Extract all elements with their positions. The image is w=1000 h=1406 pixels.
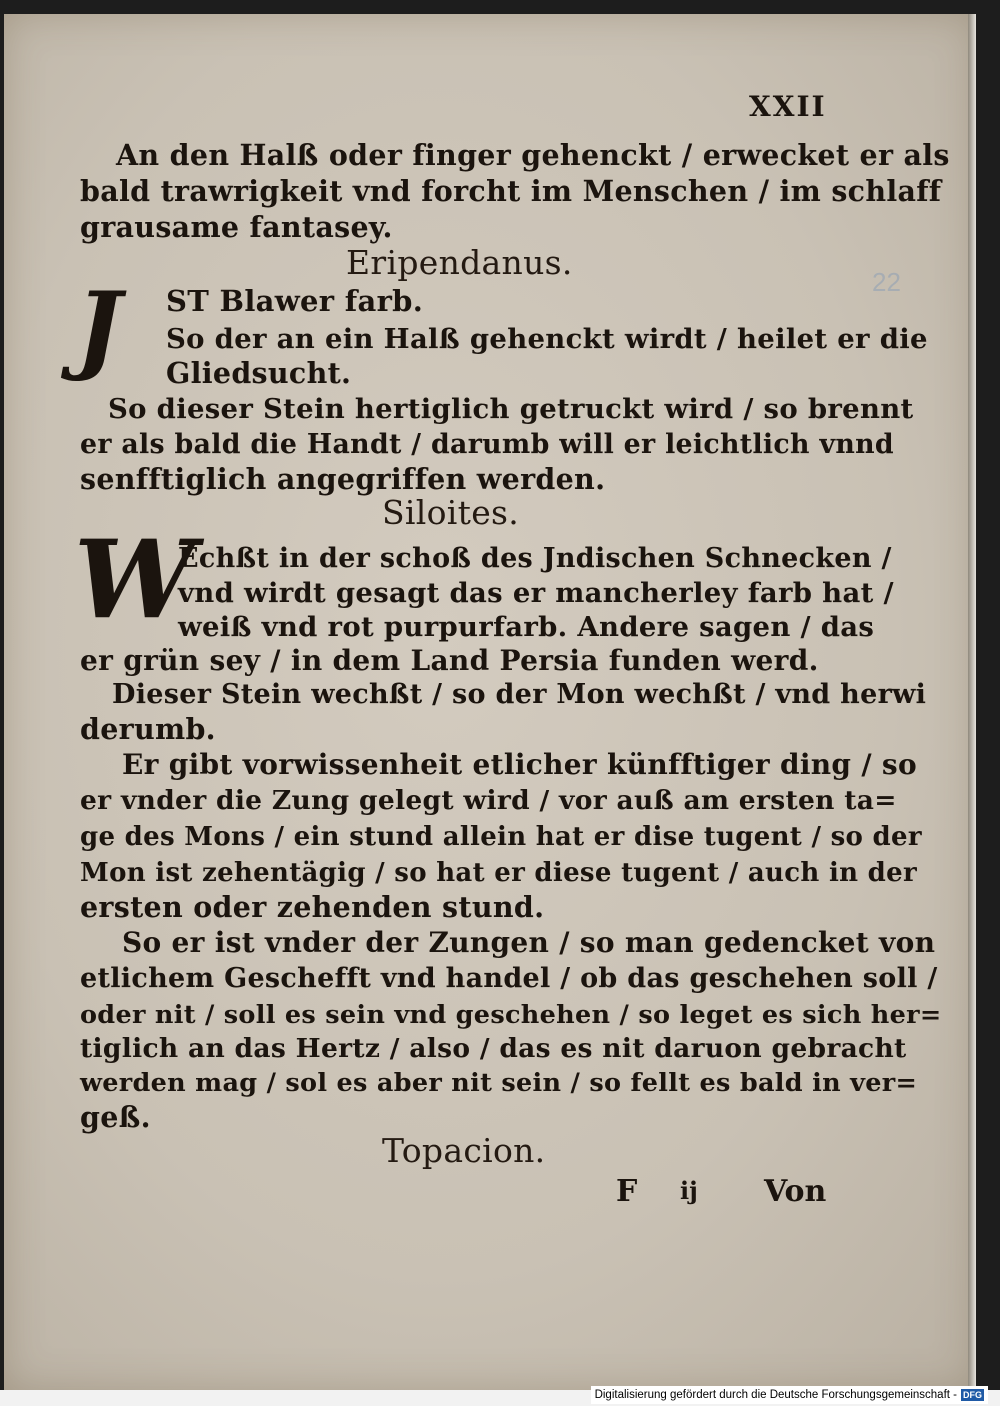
section-heading: Siloites.: [382, 493, 520, 532]
text-line: er vnder die Zung gelegt wird / vor auß am ersten ta=: [80, 785, 897, 816]
text-line: grausame fantasey.: [80, 210, 393, 244]
pencil-page-mark: 22: [872, 267, 901, 297]
text-line: ST Blawer farb.: [166, 284, 424, 318]
signature-mark: F: [616, 1174, 638, 1209]
text-line: bald trawrigkeit vnd forcht im Menschen / im schlaff: [80, 174, 942, 208]
text-line: ge des Mons / ein stund allein hat er dise tugent / so der: [80, 822, 922, 852]
text-line: oder nit / soll es sein vnd geschehen / so leget es sich her=: [80, 1000, 942, 1030]
section-heading: Topacion.: [382, 1131, 546, 1170]
text-line: vnd wirdt gesagt das er mancherley farb hat /: [178, 577, 894, 609]
text-line: An den Halß oder finger gehenckt / erwecket er als: [116, 138, 950, 172]
text-line: etlichem Geschefft vnd handel / ob das geschehen soll /: [80, 963, 938, 994]
text-line: Gliedsucht.: [166, 356, 352, 390]
text-line: er als bald die Handt / darumb will er leichtlich vnnd: [80, 429, 894, 460]
text-line: werden mag / sol es aber nit sein / so fellt es bald in ver=: [80, 1068, 918, 1098]
text-line: So er ist vnder der Zungen / so man gedencket von: [122, 926, 936, 959]
text-line: senfftiglich angegriffen werden.: [80, 462, 606, 496]
text-line: Dieser Stein wechßt / so der Mon wechßt / vnd herwi: [112, 679, 927, 710]
catchword: Von: [764, 1174, 827, 1209]
page-number: XXII: [749, 90, 827, 123]
digitization-footer: [591, 1386, 988, 1404]
footer-text: Digitalisierung gefördert durch die Deutsche Forschungsgemeinschaft -: [594, 1389, 957, 1401]
drop-cap: W: [74, 517, 196, 643]
book-page: [4, 14, 976, 1390]
drop-cap: J: [76, 271, 122, 384]
dfg-logo: DFG: [963, 1390, 982, 1400]
text-line: ersten oder zehenden stund.: [80, 890, 545, 924]
signature-number: ij: [680, 1176, 698, 1205]
text-line: Echßt in der schoß des Jndischen Schnecken /: [178, 543, 892, 574]
text-line: er grün sey / in dem Land Persia funden werd.: [80, 644, 819, 677]
text-line: tiglich an das Hertz / also / das es nit daruon gebracht: [80, 1033, 907, 1064]
text-line: weiß vnd rot purpurfarb. Andere sagen / das: [178, 611, 875, 643]
section-heading: Eripendanus.: [346, 243, 573, 282]
text-line: Er gibt vorwissenheit etlicher künfftiger ding / so: [122, 748, 917, 781]
text-line: So dieser Stein hertiglich getruckt wird / so brennt: [108, 393, 914, 425]
text-line: Mon ist zehentägig / so hat er diese tugent / auch in der: [80, 858, 918, 888]
text-line: geß.: [80, 1100, 151, 1134]
text-line: derumb.: [80, 712, 216, 746]
text-line: So der an ein Halß gehenckt wirdt / heilet er die: [166, 323, 928, 355]
